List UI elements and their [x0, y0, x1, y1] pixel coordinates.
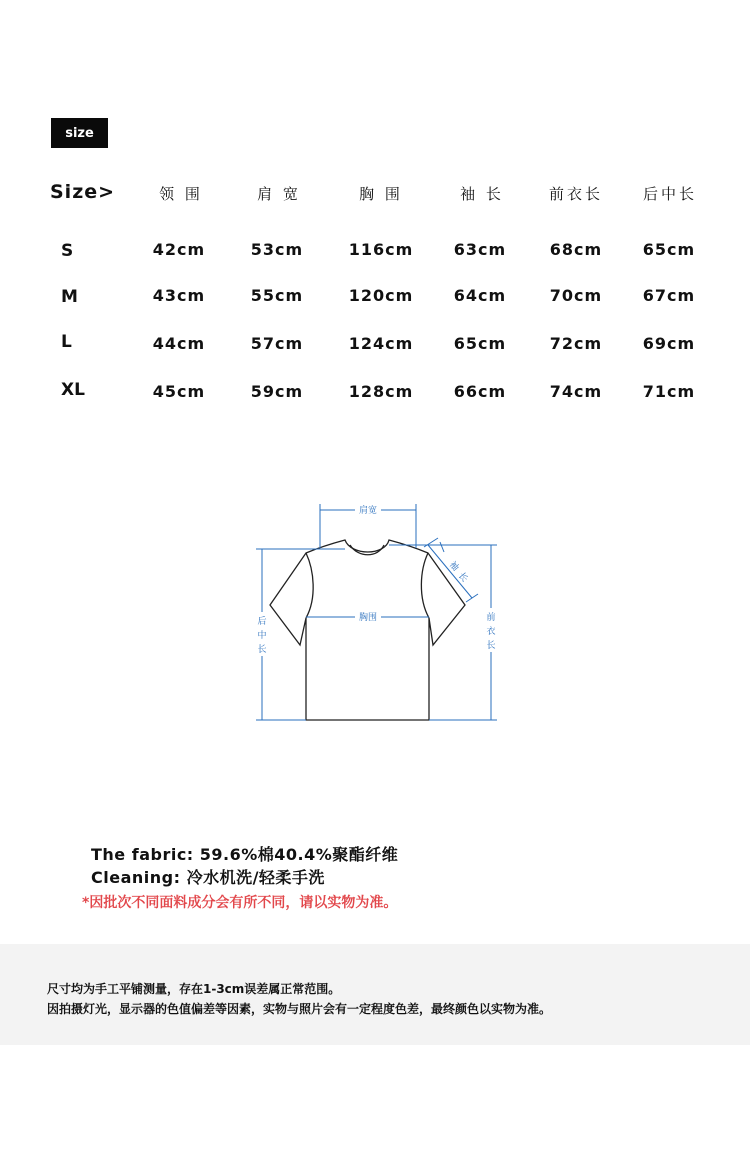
- footer-notice: [0, 944, 750, 1045]
- header-back-length: 后中长: [642, 185, 698, 203]
- table-cell: 65cm: [453, 334, 507, 353]
- table-cell: 120cm: [348, 286, 414, 305]
- table-cell: 69cm: [642, 334, 696, 353]
- table-cell: 66cm: [453, 382, 507, 401]
- table-cell: 55cm: [250, 286, 304, 305]
- table-cell: 57cm: [250, 334, 304, 353]
- table-cell: 74cm: [549, 382, 603, 401]
- header-sleeve: 袖 长: [460, 185, 504, 203]
- table-cell: 59cm: [250, 382, 304, 401]
- table-cell: 70cm: [549, 286, 603, 305]
- row-label-m: M: [61, 287, 78, 307]
- table-cell: 65cm: [642, 240, 696, 259]
- front-length-label: 前: [486, 613, 496, 623]
- table-cell: 43cm: [152, 286, 206, 305]
- back-length-label: 后: [257, 617, 267, 627]
- front-length-label: 长: [486, 641, 496, 651]
- row-label-s: S: [61, 241, 74, 261]
- table-cell: 63cm: [453, 240, 507, 259]
- table-cell: 64cm: [453, 286, 507, 305]
- measurement-note: 尺寸均为手工平铺测量，存在1-3cm误差属正常范围。: [47, 982, 341, 996]
- shoulder-label: 肩宽: [358, 506, 378, 516]
- front-length-label: 衣: [486, 627, 496, 637]
- cleaning-instructions: Cleaning: 冷水机洗/轻柔手洗: [91, 868, 325, 887]
- table-cell: 72cm: [549, 334, 603, 353]
- table-cell: 128cm: [348, 382, 414, 401]
- color-difference-note: 因拍摄灯光，显示器的色值偏差等因素，实物与照片会有一定程度色差，最终颜色以实物为准。: [47, 1002, 552, 1016]
- tshirt-outline-icon: [270, 540, 465, 720]
- back-length-label: 中: [257, 631, 267, 641]
- chest-label: 胸围: [358, 613, 378, 623]
- back-length-label: 长: [257, 645, 267, 655]
- fabric-composition: The fabric: 59.6%棉40.4%聚酯纤维: [91, 845, 399, 864]
- table-cell: 44cm: [152, 334, 206, 353]
- tshirt-measurement-diagram: [240, 495, 510, 735]
- header-chest: 胸 围: [359, 185, 403, 203]
- sleeve-label: 长: [455, 571, 470, 585]
- table-cell: 124cm: [348, 334, 414, 353]
- table-cell: 67cm: [642, 286, 696, 305]
- sleeve-label: 袖: [446, 560, 461, 574]
- table-corner-label: Size>: [50, 181, 116, 203]
- header-neck: 领 围: [159, 185, 203, 203]
- row-label-l: L: [61, 332, 72, 352]
- batch-variation-note: *因批次不同面料成分会有所不同，请以实物为准。: [82, 895, 398, 911]
- table-cell: 68cm: [549, 240, 603, 259]
- header-shoulder: 肩 宽: [257, 185, 301, 203]
- table-cell: 53cm: [250, 240, 304, 259]
- row-label-xl: XL: [61, 380, 85, 400]
- size-tag: size: [51, 118, 108, 148]
- table-cell: 45cm: [152, 382, 206, 401]
- table-cell: 71cm: [642, 382, 696, 401]
- table-cell: 42cm: [152, 240, 206, 259]
- header-front-length: 前衣长: [548, 185, 604, 203]
- table-cell: 116cm: [348, 240, 414, 259]
